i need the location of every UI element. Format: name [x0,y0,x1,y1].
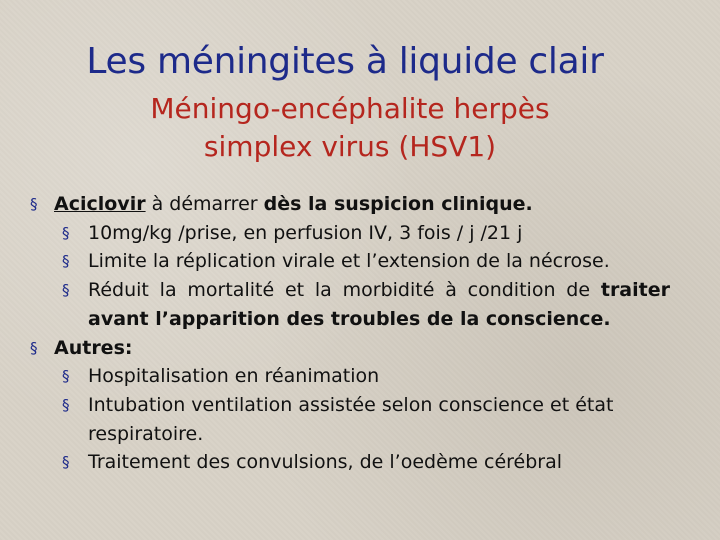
sub-bullet-text: 10mg/kg /prise, en perfusion IV, 3 fois / j /21 j [88,221,523,244]
sub-bullet-intubation [30,391,670,448]
subtitle-line-2: simplex virus (HSV1) [203,130,497,163]
square-bullet-icon: § [62,252,70,271]
sub-bullet-replication [30,247,670,276]
sub-bullet-mortality [30,276,670,333]
slide-title: Les méningites à liquide clair [86,41,604,82]
sub-bullet-hospitalisation [30,362,670,391]
square-bullet-icon: § [62,395,70,414]
sub-bullet-text: Limite la réplication virale et l’extension de la nécrose. [88,250,610,273]
square-bullet-icon: § [62,281,70,300]
square-bullet-icon: § [30,338,38,357]
drug-phrase: à démarrer [145,193,264,215]
drug-name: Aciclovir [54,193,146,215]
square-bullet-icon: § [30,195,38,213]
square-bullet-icon: § [62,367,70,386]
bullet-autres [30,334,670,363]
sub-bullet-emphasis: traiter avant l’apparition des troubles de la conscience. [88,279,670,330]
drug-emphasis: dès la suspicion clinique. [263,193,533,215]
section-label: Autres: [54,336,133,359]
sub-bullet-convulsions [30,448,670,477]
slide-content [30,190,670,477]
sub-bullet-text: Traitement des convulsions, de l’oedème cérébral [88,451,563,474]
bullet-aciclovir [30,190,670,219]
square-bullet-icon: § [62,453,70,472]
sub-bullet-text: Réduit la mortalité et la morbidité à condition de [88,279,601,302]
subtitle-line-1: Méningo-encéphalite herpès [150,92,550,125]
sub-bullet-text: Intubation ventilation assistée selon conscience et état respiratoire. [88,393,614,445]
square-bullet-icon: § [62,223,70,242]
sub-bullet-text: Hospitalisation en réanimation [88,365,380,388]
slide-subtitle [0,90,700,166]
sub-bullet-dosage [30,219,670,248]
